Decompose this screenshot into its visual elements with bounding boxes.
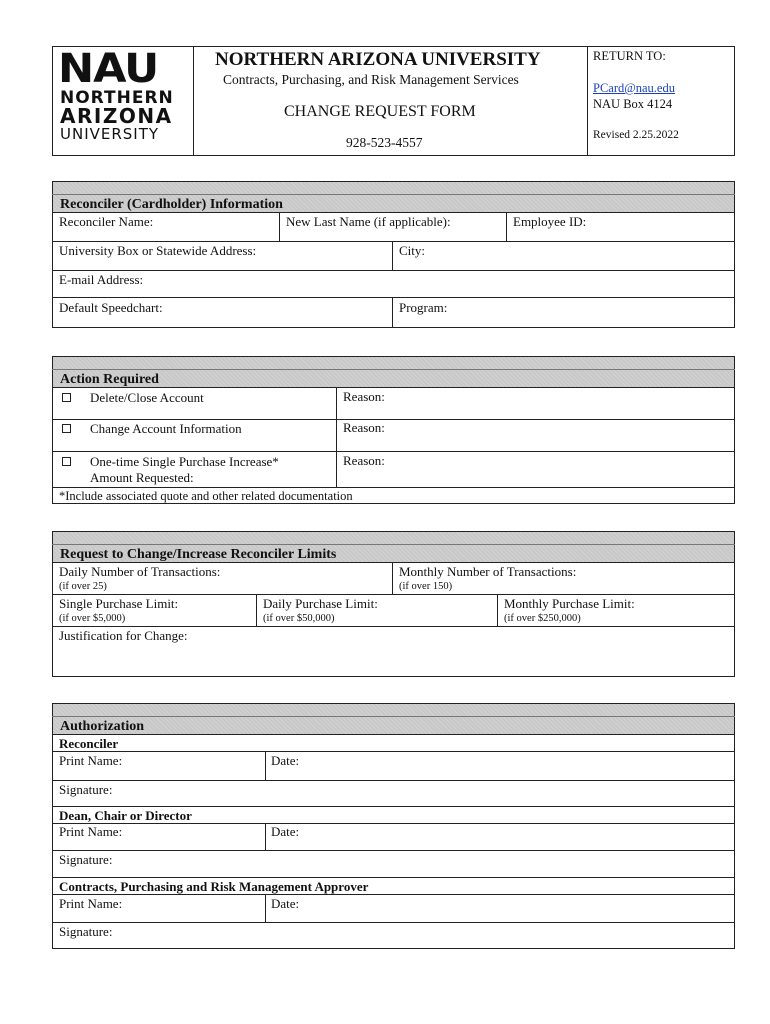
daily-transactions-field[interactable]: Daily Number of Transactions:	[59, 564, 221, 579]
rule	[52, 751, 735, 752]
change-info-reason-field[interactable]: Reason:	[343, 420, 385, 435]
rule	[392, 297, 393, 328]
rule	[52, 562, 735, 563]
speedchart-field[interactable]: Default Speedchart:	[59, 300, 163, 315]
action-footnote: *Include associated quote and other related documentation	[59, 489, 353, 503]
address-field[interactable]: University Box or Statewide Address:	[59, 243, 257, 258]
dean-date-field[interactable]: Date:	[271, 824, 300, 839]
delete-account-label: Delete/Close Account	[90, 390, 204, 405]
amount-requested-field[interactable]: Amount Requested:	[90, 470, 194, 485]
form-title: CHANGE REQUEST FORM	[284, 103, 476, 120]
rule	[52, 297, 735, 298]
rule	[497, 594, 498, 626]
authorization-box	[52, 703, 735, 949]
rule	[52, 270, 735, 271]
rule	[336, 387, 337, 487]
logo-line-university: UNIVERSITY	[60, 125, 160, 143]
rule	[52, 823, 735, 824]
rule	[52, 922, 735, 923]
logo-mark: NAU	[58, 46, 159, 92]
action-title: Action Required	[60, 372, 159, 387]
rule	[265, 751, 266, 780]
rule	[392, 241, 393, 270]
daily-purchase-note: (if over $50,000)	[263, 613, 335, 624]
city-field[interactable]: City:	[399, 243, 426, 258]
rule	[52, 626, 735, 627]
return-email-link[interactable]: PCard@nau.edu	[593, 81, 675, 95]
logo-line-arizona: ARIZONA	[60, 104, 173, 128]
reconciler-shade-line	[52, 194, 735, 195]
contracts-signature-field[interactable]: Signature:	[59, 924, 113, 939]
rule	[52, 487, 735, 488]
change-info-checkbox[interactable]	[62, 424, 71, 433]
rule	[52, 780, 735, 781]
employee-id-field[interactable]: Employee ID:	[513, 214, 587, 229]
monthly-transactions-note: (if over 150)	[399, 581, 453, 592]
revised-date: Revised 2.25.2022	[593, 129, 679, 141]
rule	[265, 894, 266, 922]
contracts-date-field[interactable]: Date:	[271, 896, 300, 911]
reconciler-name-field[interactable]: Reconciler Name:	[59, 214, 154, 229]
dean-signature-field[interactable]: Signature:	[59, 852, 113, 867]
justification-field[interactable]: Justification for Change:	[59, 628, 188, 643]
daily-purchase-field[interactable]: Daily Purchase Limit:	[263, 596, 378, 611]
header-divider-left	[193, 46, 194, 156]
delete-account-checkbox[interactable]	[62, 393, 71, 402]
monthly-purchase-note: (if over $250,000)	[504, 613, 581, 624]
rule	[52, 451, 735, 452]
rule	[52, 212, 735, 213]
single-purchase-note: (if over $5,000)	[59, 613, 126, 624]
phone-number: 928-523-4557	[346, 135, 423, 150]
rule	[265, 823, 266, 850]
rule	[392, 562, 393, 594]
dean-print-name-field[interactable]: Print Name:	[59, 824, 123, 839]
reconciler-title: Reconciler (Cardholder) Information	[60, 197, 283, 212]
department-name: Contracts, Purchasing, and Risk Management Services	[223, 72, 519, 87]
auth-group-contracts: Contracts, Purchasing and Risk Management Approver	[59, 879, 369, 894]
reconciler-date-field[interactable]: Date:	[271, 753, 300, 768]
limits-title: Request to Change/Increase Reconciler Limits	[60, 547, 337, 562]
daily-transactions-note: (if over 25)	[59, 581, 107, 592]
auth-group-dean: Dean, Chair or Director	[59, 808, 192, 823]
rule	[52, 806, 735, 807]
return-box: NAU Box 4124	[593, 97, 673, 111]
limits-shade-line	[52, 544, 735, 545]
authorization-shade-line	[52, 716, 735, 717]
purchase-increase-checkbox[interactable]	[62, 457, 71, 466]
rule	[506, 212, 507, 241]
delete-reason-field[interactable]: Reason:	[343, 389, 385, 404]
rule	[52, 877, 735, 878]
return-to-label: RETURN TO:	[593, 49, 666, 63]
rule	[256, 594, 257, 626]
program-field[interactable]: Program:	[399, 300, 448, 315]
purchase-increase-reason-field[interactable]: Reason:	[343, 453, 385, 468]
rule	[52, 894, 735, 895]
contracts-print-name-field[interactable]: Print Name:	[59, 896, 123, 911]
rule	[279, 212, 280, 241]
reconciler-signature-field[interactable]: Signature:	[59, 782, 113, 797]
reconciler-print-name-field[interactable]: Print Name:	[59, 753, 123, 768]
logo-line-northern: NORTHERN	[60, 88, 174, 108]
auth-group-reconciler: Reconciler	[59, 736, 119, 751]
purchase-increase-label: One-time Single Purchase Increase*	[90, 454, 279, 469]
action-shade-line	[52, 369, 735, 370]
new-last-name-field[interactable]: New Last Name (if applicable):	[286, 214, 451, 229]
rule	[52, 387, 735, 388]
authorization-title: Authorization	[60, 719, 144, 734]
change-info-label: Change Account Information	[90, 421, 242, 436]
rule	[52, 594, 735, 595]
rule	[52, 419, 735, 420]
header-divider-right	[587, 46, 588, 156]
email-field[interactable]: E-mail Address:	[59, 272, 144, 287]
university-name: NORTHERN ARIZONA UNIVERSITY	[215, 49, 541, 70]
single-purchase-field[interactable]: Single Purchase Limit:	[59, 596, 179, 611]
monthly-purchase-field[interactable]: Monthly Purchase Limit:	[504, 596, 635, 611]
monthly-transactions-field[interactable]: Monthly Number of Transactions:	[399, 564, 577, 579]
rule	[52, 734, 735, 735]
rule	[52, 850, 735, 851]
rule	[52, 241, 735, 242]
